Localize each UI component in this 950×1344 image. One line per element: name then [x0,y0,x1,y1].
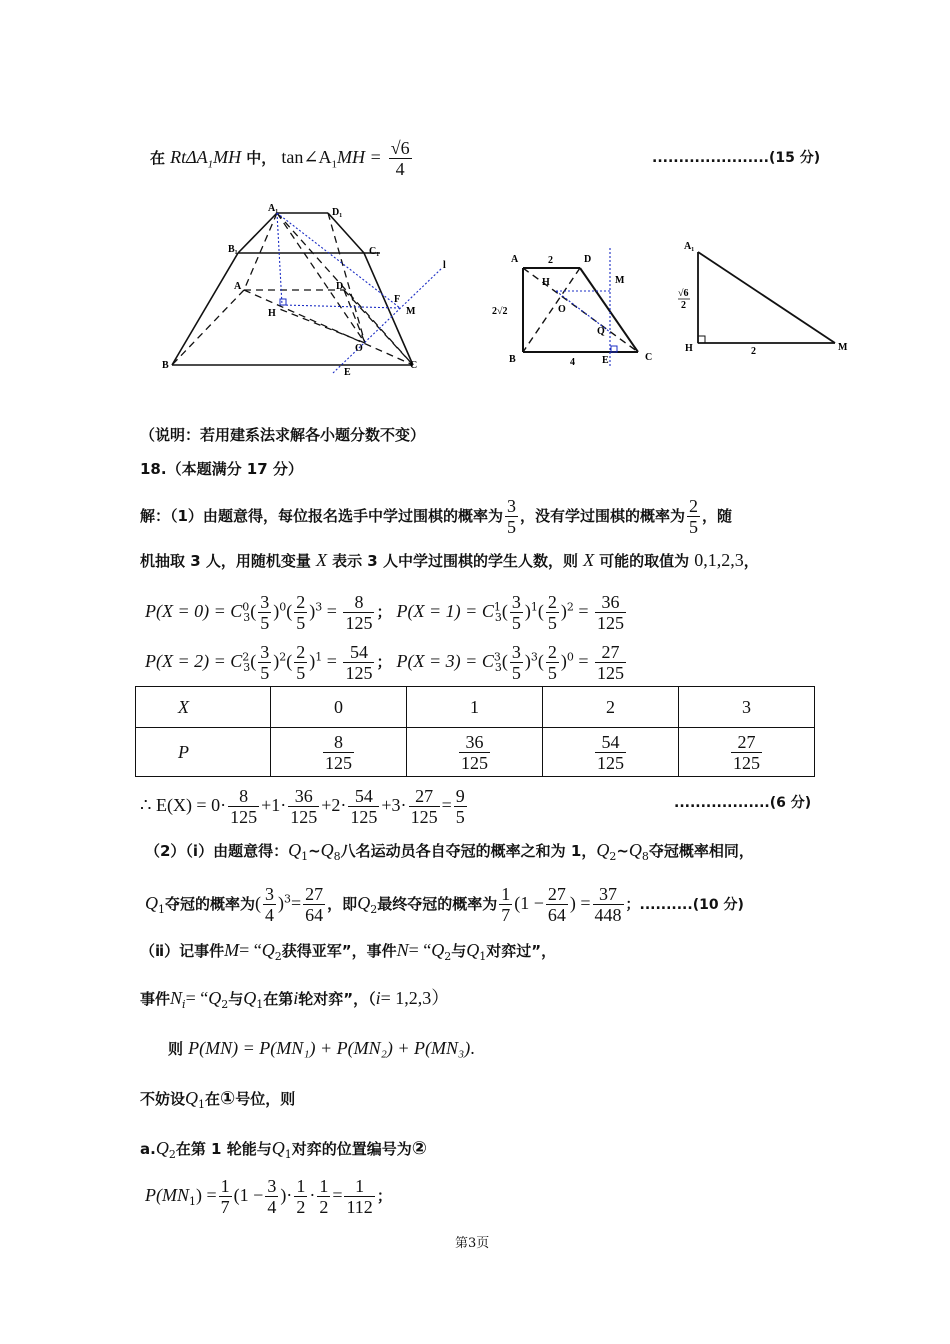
svg-text:B: B [509,354,516,365]
svg-text:A₁: A₁ [684,241,695,252]
score-15: ......................(15 分) [652,150,821,166]
page-number: 第3页 [455,1236,490,1251]
svg-text:H: H [268,308,276,319]
distribution-table [135,686,815,777]
prob-line-2: $P(X = 2) = C^2_3$( $\frac{3}{5}$ )$^2$( $\frac{2}{5}$ )$^1$ = $\frac{54}{125}$ ； $P(X = 3) = C^3_3$( $\frac{3}{5}$ )$^3$( $\frac{2}{5}$ )$^0$ = $\frac{27}{125}$ [145,642,624,683]
svg-text:A: A [234,281,242,292]
frustum-figure [150,198,460,388]
svg-text:E: E [344,367,351,378]
svg-text:D₁: D₁ [332,207,343,218]
part2-line-6: 不妨设$Q_1$在①号位，则 [140,1088,296,1112]
svg-text:H: H [685,343,693,354]
table-row: P $\frac{8}{125}$ $\frac{36}{125}$ $\frac{54}{125}$ $\frac{27}{125}$ [136,728,815,777]
tan-fraction: $\frac{√6}{4}$ [390,138,410,179]
svg-text:D: D [336,281,344,292]
score-6: ..................(6 分) [674,795,812,811]
svg-text:4: 4 [570,357,575,368]
svg-text:C₁: C₁ [369,246,380,257]
part2-line-2: $Q_1$夺冠的概率为( $\frac{3}{4}$ )$^3$= $\frac{27}{64}$ ，即$Q_2$最终夺冠的概率为 $\frac{1}{7}$ (1 − $\frac{27}{64}$ ) = $\frac{37}{448}$ ；..........(10 分) [145,884,744,925]
svg-text:E: E [602,355,609,366]
svg-text:B: B [162,360,169,371]
trapezoid-figure [490,248,665,368]
part2-line-8: $P(MN_1)$ = $\frac{1}{7}$ (1 − $\frac{3}{4}$ )· $\frac{1}{2}$ · $\frac{1}{2}$ = $\frac{1}{112}$ ； [145,1176,392,1217]
svg-text:F: F [394,294,401,305]
part2-line-7: $a.Q_2$在第 1 轮能与$Q_1$对弈的位置编号为② [140,1138,427,1162]
svg-text:H: H [542,277,550,288]
svg-text:O: O [355,343,363,354]
svg-text:C: C [410,360,418,371]
svg-text:2: 2 [751,346,756,357]
svg-text:A₁: A₁ [268,203,279,214]
svg-text:2: 2 [548,255,553,266]
solution-line-1: 解：（1）由题意得，每位报名选手中学过围棋的概率为 $\frac{3}{5}$ ，没有学过围棋的概率为 $\frac{2}{5}$ ，随 [140,496,732,537]
svg-text:M: M [838,342,848,353]
svg-text:M: M [406,306,416,317]
svg-text:2√2: 2√2 [492,306,508,317]
svg-text:C: C [645,352,653,363]
svg-text:B₁: B₁ [228,244,238,255]
method-note: （说明：若用建系法求解各小题分数不变） [140,426,426,444]
conclusion-line: 在 RtΔA$_1$MH 中， $\tan\angle A_1MH$ = $\frac{√6}{4}$ [150,138,410,179]
svg-text:Q: Q [597,326,605,337]
svg-text:O: O [558,304,566,315]
svg-text:2: 2 [681,300,686,311]
part2-line-1: （2）（ⅰ）由题意得：$Q_1\sim Q_8$八名运动员各自夺冠的概率之和为 1，$Q_2\sim Q_8$夺冠概率相同， [145,840,754,864]
solution-line-2: 机抽取 3 人，用随机变量 X 表示 3 人中学过围棋的学生人数，则 X 可能的取值为 0,1,2,3， [140,550,759,570]
svg-text:√6: √6 [678,288,689,299]
part2-line-5: 则 P(MN) = P(MN₁) + P(MN₂) + P(MN₃). [168,1038,475,1058]
question-18-title: 18.（本题满分 17 分） [140,460,303,478]
expectation-line: ∴ E(X) = 0· $\frac{8}{125}$ +1· $\frac{36}{125}$ +2· $\frac{54}{125}$ +3· $\frac{27}{125}$ = $\frac{9}{5}$ [140,786,465,827]
part2-line-3: （ⅱ）记事件$M= “Q_2$获得亚军”，事件$N= “Q_2$与$Q_1$对弈过”， [140,940,557,964]
prob-line-1: $P(X = 0) = C^0_3$( $\frac{3}{5}$ )$^0$( $\frac{2}{5}$ )$^3$ = $\frac{8}{125}$ ； $P(X = 1) = C^1_3$( $\frac{3}{5}$ )$^1$( $\frac{2}{5}$ )$^2$ = $\frac{36}{125}$ [145,592,624,633]
svg-text:A: A [511,254,519,265]
svg-text:D: D [584,254,592,265]
table-row: X 0 1 2 3 [136,687,815,728]
part2-line-4: 事件$N_i=$ “$Q_2$与$Q_1$在第i轮对弈”，（i= 1,2,3） [140,988,450,1012]
right-triangle-figure [672,238,852,358]
svg-text:M: M [615,275,625,286]
svg-text:l: l [443,260,446,271]
